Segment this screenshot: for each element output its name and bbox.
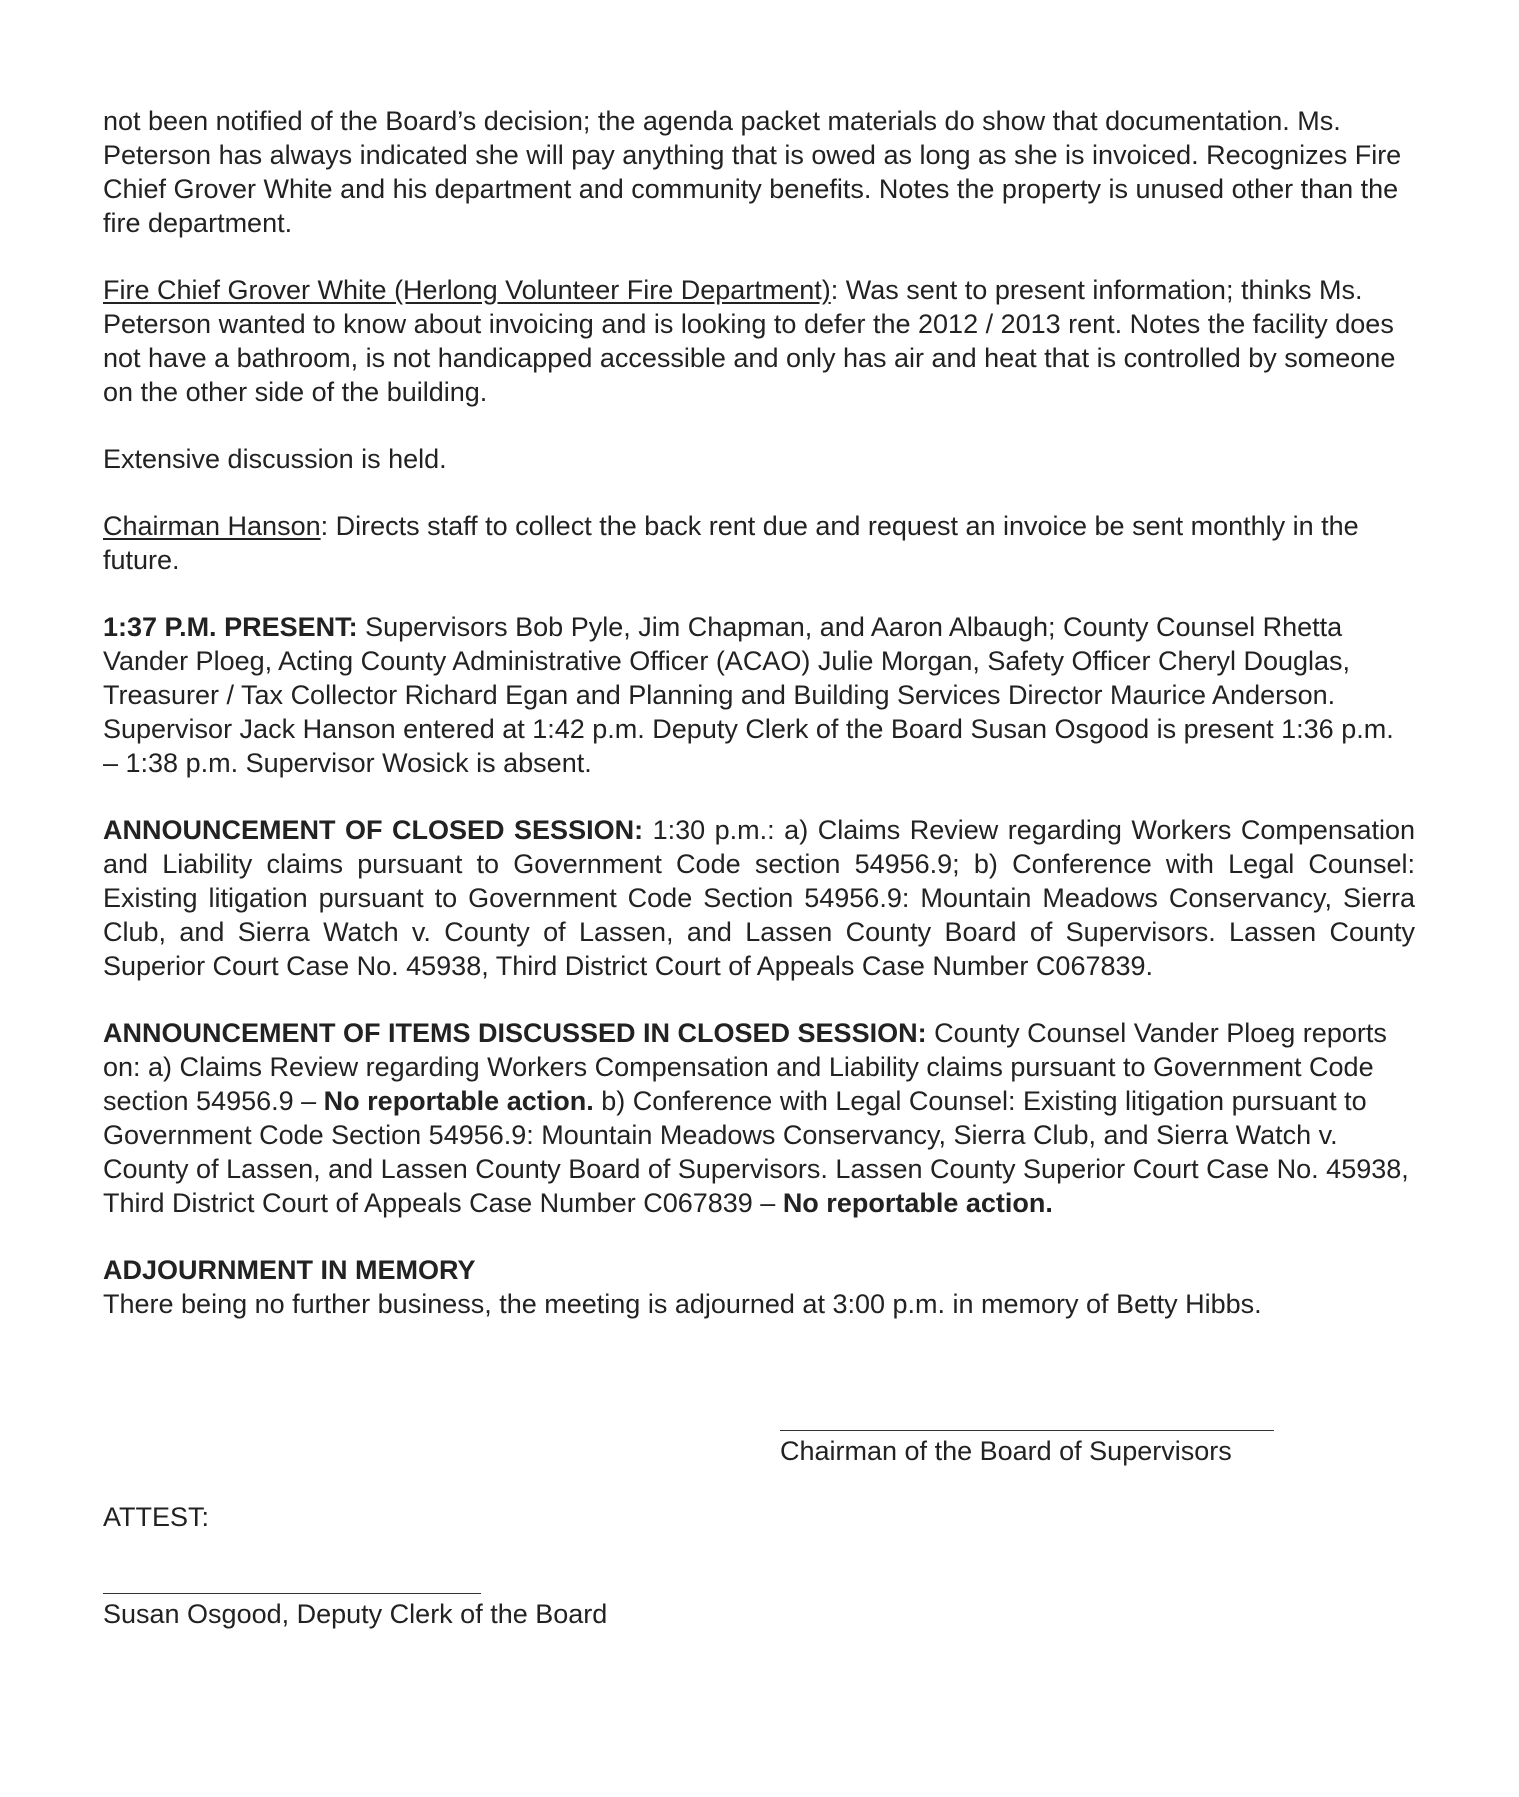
no-reportable-action-a: No reportable action. [323,1086,594,1116]
paragraph-fire-chief [103,273,1415,409]
paragraph-peterson-notice: not been notified of the Board’s decision; the agenda packet materials do show that documentation. Ms. Peterson has always indicated she will pay anything that is owed as long as she is invoiced. Recognizes Fire Chief Grover White and his department and community benefits. Notes the property is unused other than the fire department. [103,106,1402,238]
speaker-chairman: Chairman Hanson [103,511,321,541]
speaker-fire-chief: Fire Chief Grover White (Herlong Volunteer Fire Department) [103,275,831,305]
present-list: Supervisors Bob Pyle, Jim Chapman, and Aaron Albaugh; County Counsel Rhetta Vander Ploeg, Acting County Administrative Officer (ACAO) Julie Morgan, Safety Officer Cheryl Douglas, Treasurer / Tax Collector Richard Egan and Planning and Building Services Director Maurice Anderson. Supervisor Jack Hanson entered at 1:42 p.m. Deputy Clerk of the Board Susan Osgood is present 1:36 p.m. – 1:38 p.m. Supervisor Wosick is absent. [103,612,1394,778]
attest-label: ATTEST: [103,1502,210,1532]
present-label: 1:37 P.M. PRESENT: [103,612,358,642]
chairman-remarks: : Directs staff to collect the back rent due and request an invoice be sent monthly in the future. [103,511,1359,575]
fire-chief-remarks: : Was sent to present information; thinks Ms. Peterson wanted to know about invoicing and is looking to defer the 2012 / 2013 rent. Notes the facility does not have a bathroom, is not handicapped accessible and only has air and heat that is controlled by someone on the other side of the building. [103,275,1396,407]
adjournment-heading: ADJOURNMENT IN MEMORY [103,1255,476,1285]
items-discussed-heading: ANNOUNCEMENT OF ITEMS DISCUSSED IN CLOSED SESSION: [103,1018,927,1048]
items-discussed-text-a: County Counsel Vander Ploeg reports on: a) Claims Review regarding Workers Compensation and Liability claims pursuant to Government Code section 54956.9 – [103,1018,1387,1116]
paragraph-present [103,610,1415,780]
minutes-body [103,104,1415,1354]
chairman-signature-line [780,1430,1274,1468]
paragraph-items-discussed [103,1016,1415,1220]
items-discussed-text-b: b) Conference with Legal Counsel: Existing litigation pursuant to Government Code Section 54956.9: Mountain Meadows Conservancy, Sierra Club, and Sierra Watch v. County of Lassen, and Lassen County Board of Supervisors. Lassen County Superior Court Case No. 45938, Third District Court of Appeals Case Number C067839 – [103,1086,1409,1218]
clerk-signature-line [103,1593,608,1631]
chairman-signature-label: Chairman of the Board of Supervisors [780,1436,1232,1466]
closed-session-heading: ANNOUNCEMENT OF CLOSED SESSION: [103,815,644,845]
clerk-signature-label: Susan Osgood, Deputy Clerk of the Board [103,1599,608,1629]
closed-session-text: 1:30 p.m.: a) Claims Review regarding Workers Compensation and Liability claims pursuant to Government Code section 54956.9; b) Conference with Legal Counsel: Existing litigation pursuant to Government Code Section 54956.9: Mountain Meadows Conservancy, Sierra Club, and Sierra Watch v. County of Lassen, and Lassen County Board of Supervisors. Lassen County Superior Court Case No. 45938, Third District Court of Appeals Case Number C067839. [103,815,1415,981]
paragraph-chairman-direction [103,509,1415,577]
paragraph-discussion: Extensive discussion is held. [103,444,447,474]
paragraph-closed-session [103,813,1415,983]
adjournment-text: There being no further business, the meeting is adjourned at 3:00 p.m. in memory of Betty Hibbs. [103,1289,1262,1319]
no-reportable-action-b: No reportable action. [782,1188,1053,1218]
